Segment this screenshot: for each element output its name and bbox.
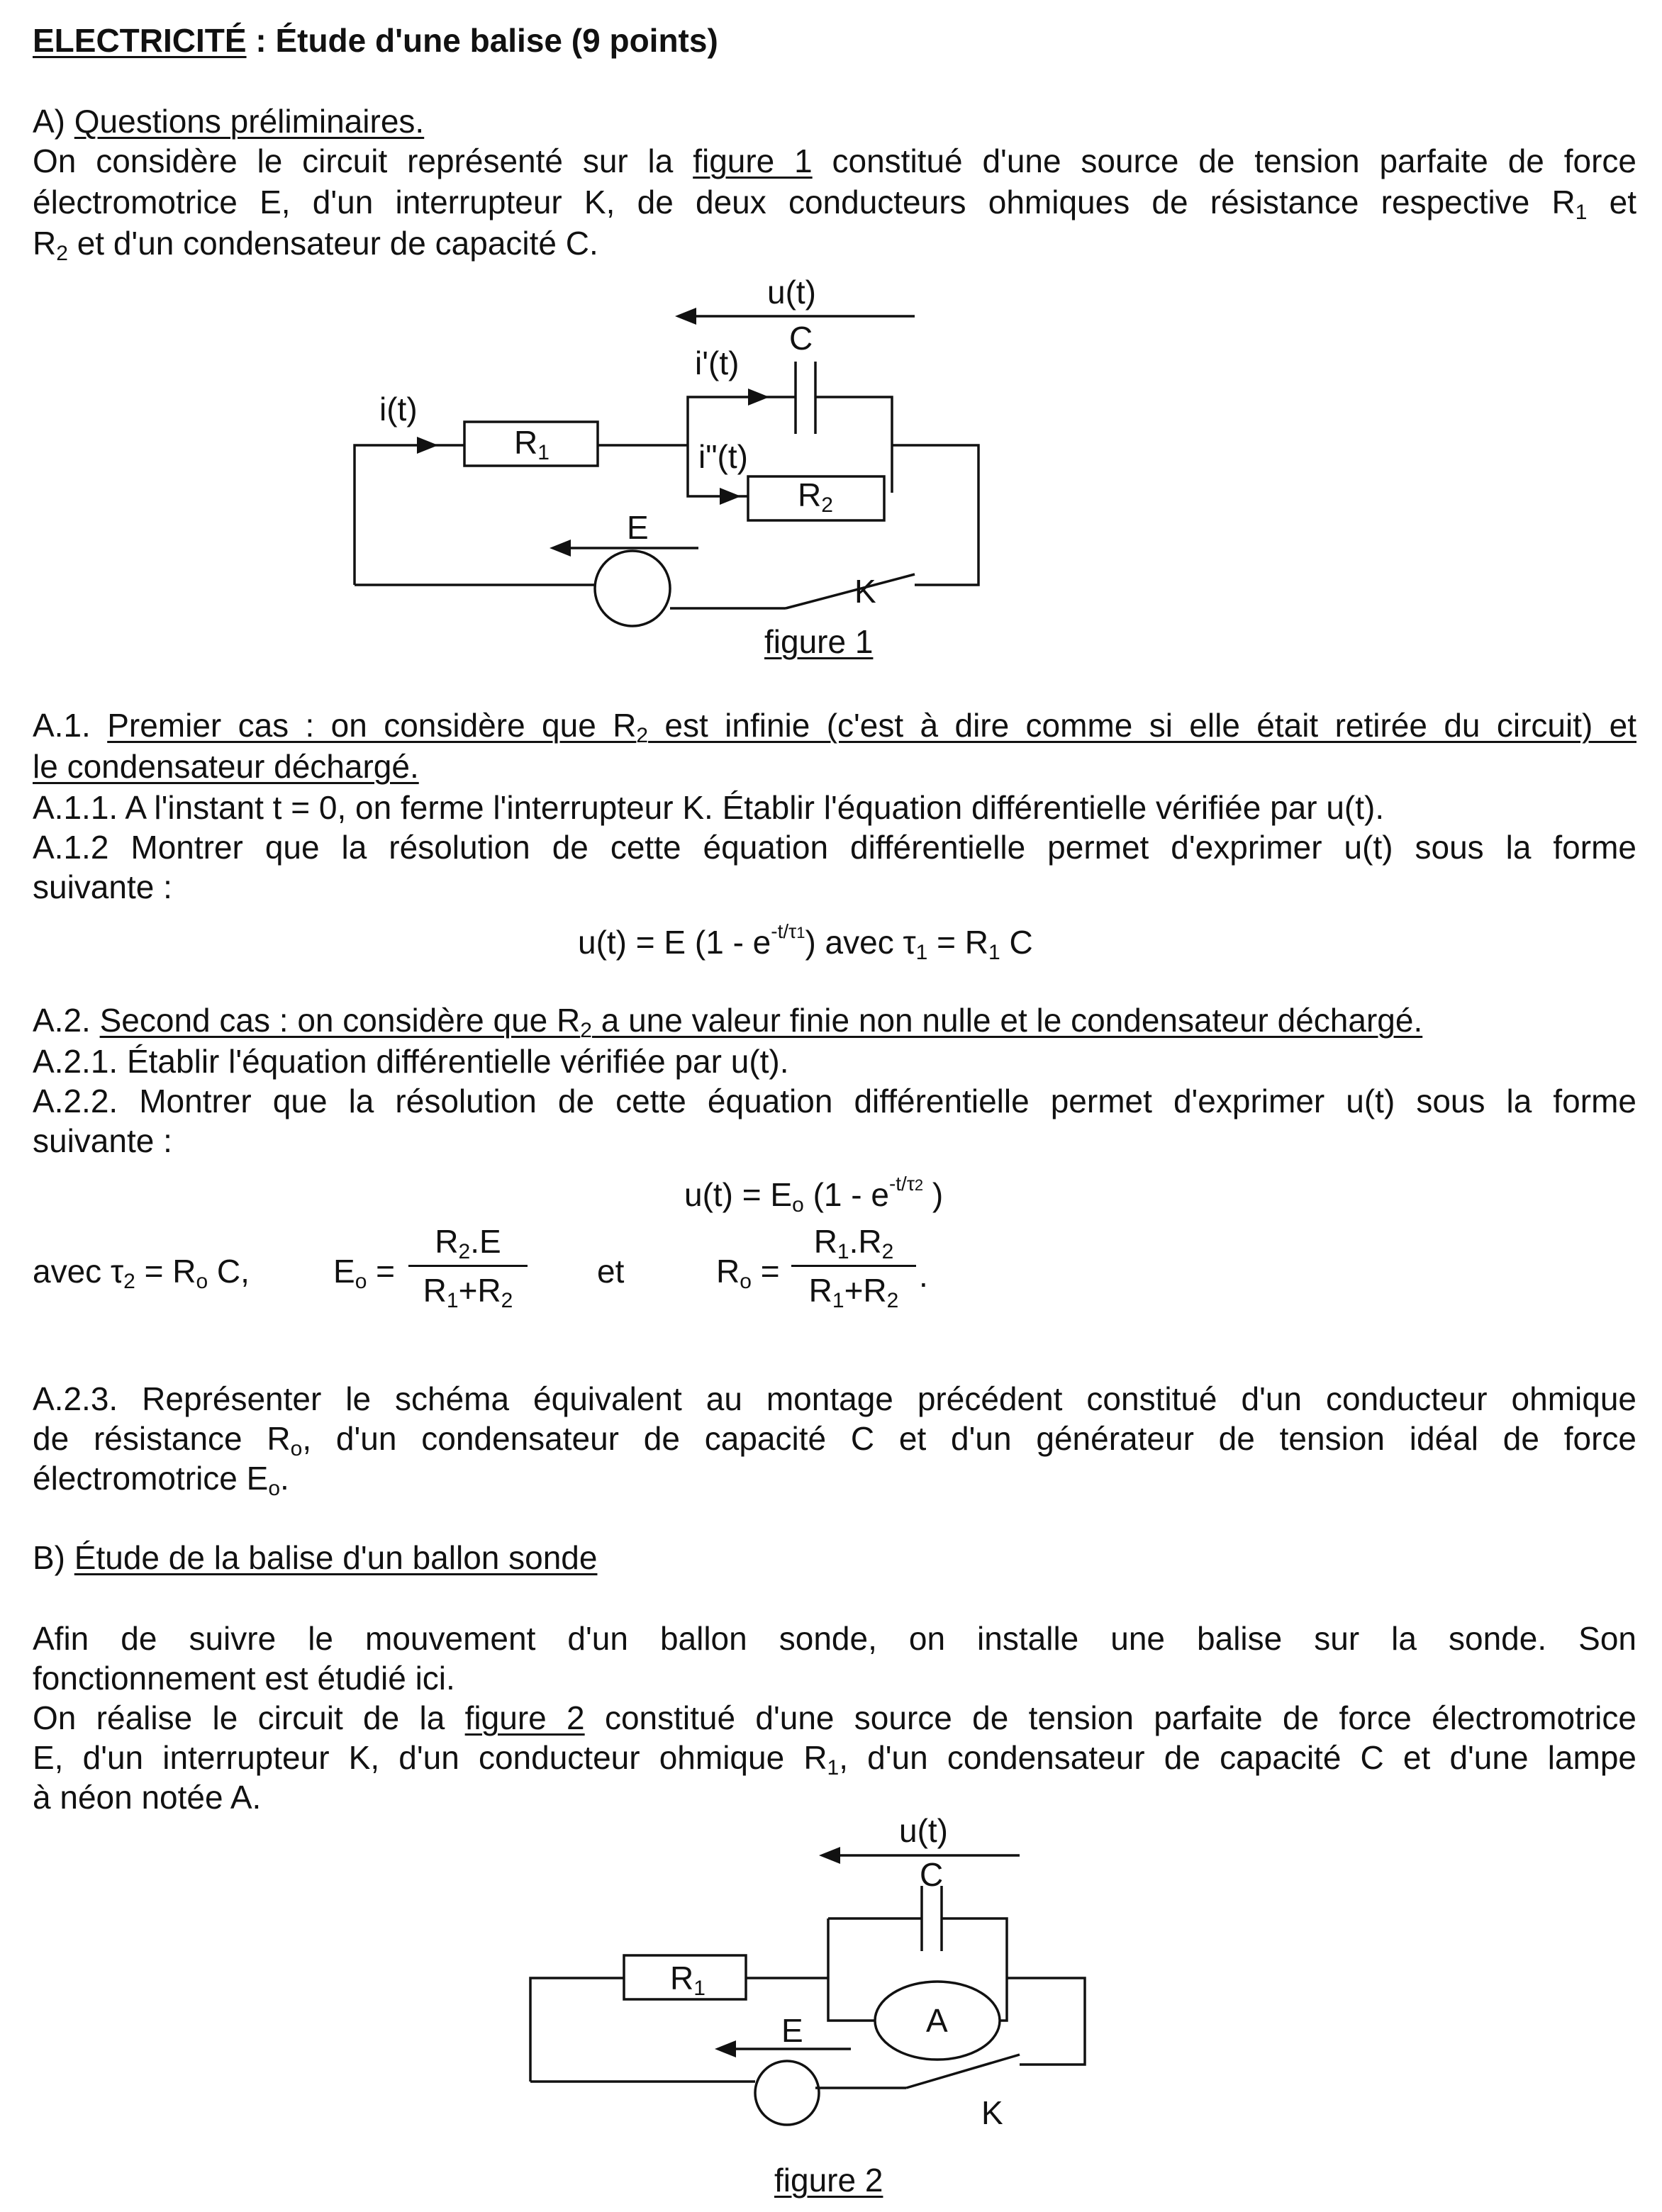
ro-den-a: R bbox=[808, 1272, 832, 1309]
fig1-e-arrowhead bbox=[550, 540, 571, 557]
section-b-paragraph-1-line-2: fonctionnement est étudié ici. bbox=[33, 1660, 455, 1697]
q223-l2-sub: o bbox=[290, 1437, 303, 1460]
q223-l2-b: , d'un condensateur de capacité C et d'un générateur de tension idéal de force bbox=[302, 1420, 1636, 1457]
ro-num-a: R bbox=[813, 1223, 837, 1260]
figure-2-circuit bbox=[0, 1801, 1662, 2169]
eo-den-b: +R bbox=[458, 1272, 501, 1309]
figure-1-circuit bbox=[0, 262, 1662, 659]
a2-question-2-2-line-1: A.2.2. Montrer que la résolution de cette équation différentielle permet d'exprimer u(t) sous la forme bbox=[33, 1083, 1636, 1119]
section-b-paragraph-2-line-2 bbox=[33, 1737, 1636, 1778]
intro-line-2 bbox=[33, 181, 1636, 223]
title-main: ELECTRICITÉ bbox=[33, 22, 247, 59]
intro-l3-a: R bbox=[33, 225, 57, 262]
fig2-generator bbox=[755, 2061, 819, 2125]
intro-l1-a: On considère le circuit représenté sur la bbox=[33, 143, 693, 179]
a2-eq-c: ) bbox=[923, 1176, 944, 1213]
fig2-wire-right bbox=[1007, 1978, 1085, 2065]
fig1-label-i: i(t) bbox=[379, 391, 418, 428]
a1-title-underlined bbox=[107, 707, 1637, 747]
avec-c: C, bbox=[208, 1253, 250, 1290]
fig1-label-k: K bbox=[854, 573, 876, 610]
ro-eq: = bbox=[751, 1253, 780, 1290]
fig1-wire-right bbox=[892, 445, 978, 585]
p2-l2-a: E, d'un interrupteur K, d'un conducteur ohmique R bbox=[33, 1739, 827, 1776]
figure-1-reference: figure 1 bbox=[693, 143, 813, 179]
a1-equation bbox=[578, 922, 1033, 963]
a1-eq-c: = R bbox=[927, 924, 989, 961]
a2-eq-b: (1 - e bbox=[803, 1176, 889, 1213]
avec-b: = R bbox=[135, 1253, 196, 1290]
ro-denominator bbox=[791, 1270, 916, 1311]
section-b-prefix: B) bbox=[33, 1539, 74, 1576]
a1-eq-b-sub: 1 bbox=[915, 941, 928, 964]
a2-eq-a-sub: o bbox=[792, 1193, 804, 1217]
a1-eq-exponent bbox=[771, 920, 805, 942]
eo-numerator bbox=[408, 1221, 528, 1262]
fig1-label-idprime: i"(t) bbox=[698, 438, 748, 475]
a1-prefix: A.1. bbox=[33, 707, 108, 744]
a2-eq-exponent bbox=[889, 1173, 923, 1195]
ro-fraction-bar bbox=[791, 1265, 916, 1267]
avec-a: avec τ bbox=[33, 1253, 124, 1290]
a2-ro-dot: . bbox=[919, 1257, 928, 1294]
intro-l2-a: électromotrice E, d'un interrupteur K, de deux conducteurs ohmiques de résistance respective R bbox=[33, 184, 1575, 220]
fig1-wire-left-top bbox=[355, 445, 464, 585]
a1-eq-d: C bbox=[1000, 924, 1033, 961]
a2-equation bbox=[684, 1174, 943, 1215]
eo-den-a: R bbox=[423, 1272, 447, 1309]
fig1-label-r2: R2 bbox=[798, 476, 833, 517]
figure-1-caption: figure 1 bbox=[764, 623, 874, 660]
q223-l3-sub: o bbox=[268, 1477, 281, 1500]
a1-eq-sup: -t/τ bbox=[771, 920, 797, 942]
eo-den-sub1: 1 bbox=[446, 1289, 459, 1312]
fig1-switch-k bbox=[786, 574, 915, 608]
fig2-label-k: K bbox=[981, 2094, 1003, 2131]
section-b-paragraph-2-line-3: à néon notée A. bbox=[33, 1779, 262, 1816]
fig1-u-arrowhead bbox=[675, 308, 696, 325]
eo-num-sub: 2 bbox=[458, 1240, 471, 1263]
a1-question-1-2-line-2: suivante : bbox=[33, 868, 172, 905]
a2-eo-fraction bbox=[408, 1221, 528, 1311]
a1-eq-sup-sub: 1 bbox=[796, 924, 805, 942]
q223-l3-b: . bbox=[280, 1460, 289, 1497]
p2-l2-sub: 1 bbox=[827, 1756, 840, 1780]
section-b-heading bbox=[33, 1537, 597, 1578]
eo-eq: = bbox=[367, 1253, 396, 1290]
section-b-paragraph-2-line-1 bbox=[33, 1697, 1636, 1738]
intro-line-1 bbox=[33, 140, 1636, 181]
ro-den-b: +R bbox=[844, 1272, 887, 1309]
a1-eq-b: ) avec τ bbox=[805, 924, 916, 961]
eo-label: E bbox=[333, 1253, 355, 1290]
a2-question-2-3-line-1: A.2.3. Représenter le schéma équivalent au montage précédent constitué d'un conducteur ohmique bbox=[33, 1380, 1636, 1417]
section-a-prefix: A) bbox=[33, 103, 74, 140]
fig2-label-c: C bbox=[920, 1856, 944, 1893]
avec-sub2: o bbox=[196, 1270, 208, 1293]
a2-eo-label bbox=[333, 1251, 395, 1292]
title-rest: : Étude d'une balise (9 points) bbox=[246, 22, 718, 59]
ro-num-sub1: 1 bbox=[837, 1240, 849, 1263]
fig1-label-r1: R1 bbox=[514, 424, 550, 464]
figure-2-caption: figure 2 bbox=[774, 2162, 883, 2199]
q223-l3-a: électromotrice E bbox=[33, 1460, 269, 1497]
a1-title-sub: 2 bbox=[636, 724, 649, 747]
fig1-i-arrowhead bbox=[417, 437, 438, 454]
fig1-label-e: E bbox=[627, 509, 649, 546]
ro-numerator bbox=[791, 1221, 916, 1262]
a2-title-underlined bbox=[99, 1002, 1423, 1042]
section-a-heading bbox=[33, 101, 424, 142]
intro-line-3 bbox=[33, 223, 598, 264]
section-a-title: Questions préliminaires. bbox=[74, 103, 425, 140]
a2-tau-definition bbox=[33, 1251, 250, 1292]
eo-num-a: R bbox=[435, 1223, 459, 1260]
a1-question-1-2-line-1: A.1.2 Montrer que la résolution de cette équation différentielle permet d'exprimer u(t) sous la forme bbox=[33, 829, 1636, 866]
ro-sub: o bbox=[740, 1270, 752, 1293]
intro-l2-sub: 1 bbox=[1575, 201, 1588, 224]
a1-question-1-1: A.1.1. A l'instant t = 0, on ferme l'interrupteur K. Établir l'équation différentielle vérifiée par u(t). bbox=[33, 789, 1385, 826]
eo-num-b: .E bbox=[470, 1223, 501, 1260]
a1-title-b: est infinie (c'est à dire comme si elle était retirée du circuit) et bbox=[648, 707, 1637, 744]
fig2-label-r1: R1 bbox=[670, 1960, 705, 2000]
intro-l2-b: et bbox=[1587, 184, 1636, 220]
fig1-idprime-arrowhead bbox=[720, 488, 741, 505]
intro-l3-sub: 2 bbox=[56, 242, 68, 265]
a1-eq-c-sub: 1 bbox=[988, 941, 1000, 964]
figure-2-reference: figure 2 bbox=[464, 1699, 585, 1736]
eo-denominator bbox=[408, 1270, 528, 1311]
a2-eq-sup-sub: 2 bbox=[914, 1176, 924, 1194]
section-b-paragraph-1-line-1: Afin de suivre le mouvement d'un ballon sonde, on installe une balise sur la sonde. Son bbox=[33, 1620, 1636, 1657]
a2-et: et bbox=[597, 1253, 625, 1290]
fig2-wire-loop-left bbox=[828, 1918, 876, 2021]
a2-title-a: Second cas : on considère que R bbox=[99, 1002, 581, 1039]
fig1-generator bbox=[595, 551, 670, 626]
fig1-label-c: C bbox=[789, 320, 813, 357]
a2-ro-label bbox=[716, 1251, 780, 1292]
a1-title-line-2: le condensateur déchargé. bbox=[33, 748, 419, 785]
a2-question-2-3-line-2 bbox=[33, 1418, 1636, 1459]
p2-l2-b: , d'un condensateur de capacité C et d'une lampe bbox=[839, 1739, 1636, 1776]
eo-fraction-bar bbox=[408, 1265, 528, 1267]
fig1-wire-cap-right bbox=[815, 397, 892, 493]
ro-num-sub2: 2 bbox=[881, 1240, 894, 1263]
a2-eq-a: u(t) = E bbox=[684, 1176, 793, 1213]
page-title bbox=[33, 20, 718, 61]
fig2-u-arrowhead bbox=[819, 1847, 840, 1864]
avec-sub: 2 bbox=[123, 1270, 135, 1293]
a1-title-a: Premier cas : on considère que R bbox=[107, 707, 637, 744]
ro-label: R bbox=[716, 1253, 740, 1290]
fig2-label-e: E bbox=[781, 2012, 803, 2049]
a2-title-sub: 2 bbox=[580, 1019, 592, 1042]
fig1-label-iprime: i'(t) bbox=[695, 345, 740, 381]
fig2-label-u: u(t) bbox=[899, 1812, 948, 1849]
a1-eq-a: u(t) = E (1 - e bbox=[578, 924, 771, 961]
fig1-iprime-arrowhead bbox=[748, 389, 769, 406]
ro-num-b: .R bbox=[849, 1223, 882, 1260]
p2-l1-a: On réalise le circuit de la bbox=[33, 1699, 465, 1736]
a2-title-b: a une valeur finie non nulle et le condensateur déchargé. bbox=[591, 1002, 1423, 1039]
q223-l2-a: de résistance R bbox=[33, 1420, 291, 1457]
intro-l3-b: et d'un condensateur de capacité C. bbox=[67, 225, 598, 262]
a1-title-line-1 bbox=[33, 705, 1636, 746]
a2-question-2-3-line-3 bbox=[33, 1458, 289, 1499]
a2-eq-sup: -t/τ bbox=[888, 1173, 915, 1195]
ro-den-sub1: 1 bbox=[832, 1289, 844, 1312]
a2-title bbox=[33, 1000, 1422, 1041]
fig2-wire-cap-right bbox=[942, 1918, 1007, 2021]
fig1-label-u: u(t) bbox=[767, 274, 816, 311]
a2-question-2-1: A.2.1. Établir l'équation différentielle vérifiée par u(t). bbox=[33, 1043, 789, 1080]
intro-l1-b: constitué d'une source de tension parfaite de force bbox=[812, 143, 1636, 179]
section-b-title: Étude de la balise d'un ballon sonde bbox=[74, 1539, 598, 1576]
eo-sub: o bbox=[355, 1270, 367, 1293]
a2-question-2-2-line-2: suivante : bbox=[33, 1122, 172, 1159]
ro-den-sub2: 2 bbox=[886, 1289, 899, 1312]
p2-l1-b: constitué d'une source de tension parfaite de force électromotrice bbox=[584, 1699, 1636, 1736]
a2-ro-fraction bbox=[791, 1221, 916, 1311]
fig2-e-arrowhead bbox=[715, 2040, 736, 2057]
fig2-wire-left-top bbox=[530, 1978, 624, 2082]
eo-den-sub2: 2 bbox=[501, 1289, 513, 1312]
a2-prefix: A.2. bbox=[33, 1002, 100, 1039]
fig2-label-a: A bbox=[926, 2002, 948, 2039]
